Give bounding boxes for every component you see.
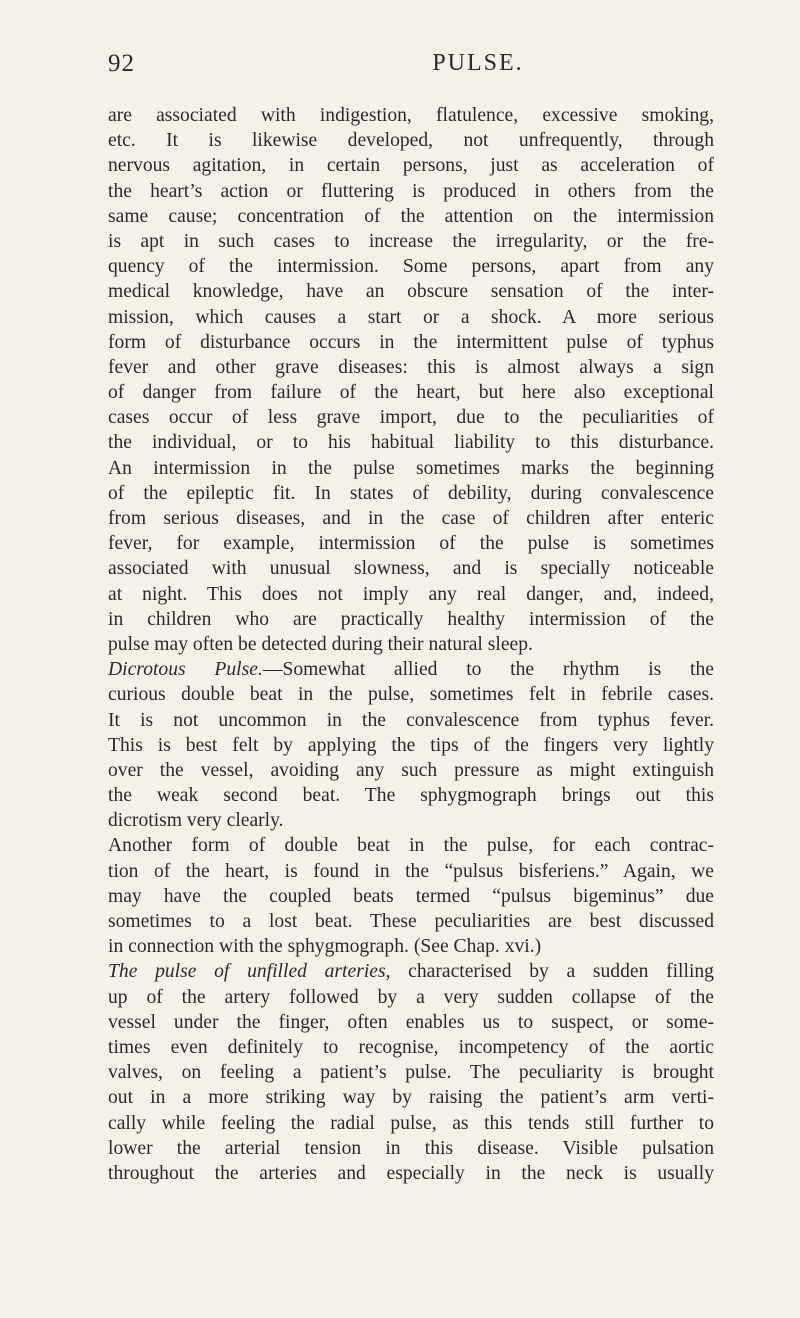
text-line [108, 330, 714, 355]
line-text: mission, which causes a start or a shock. A more serious [108, 306, 714, 328]
line-text: medical knowledge, have an obscure sensation of the inter- [108, 281, 714, 303]
line-text: cally while feeling the radial pulse, as this tends still further to [108, 1112, 714, 1134]
text-line [108, 204, 714, 229]
line-text: the individual, or to his habitual liability to this disturbance. [108, 432, 714, 454]
line-text: in connection with the sphygmograph. (See Chap. xvi.) [108, 936, 542, 958]
text-line [108, 1035, 714, 1060]
line-text: from serious diseases, and in the case of children after enteric [108, 508, 714, 529]
text-line [108, 859, 714, 884]
line-text: etc. It is likewise developed, not unfrequently, through [108, 130, 714, 152]
text-line [108, 531, 714, 556]
line-text: nervous agitation, in certain persons, just as acceleration of [108, 155, 714, 177]
text-line [108, 783, 714, 808]
line-text: fever, for example, intermission of the pulse is sometimes [108, 533, 714, 555]
text-line [108, 1161, 714, 1186]
line-text: vessel under the finger, often enables us to suspect, or some- [108, 1011, 714, 1033]
line-text: may have the coupled beats termed “pulsus bigeminus” due [108, 885, 714, 907]
running-head [108, 50, 720, 80]
line-text: of the epileptic fit. In states of debility, during convalescence [108, 482, 714, 504]
line-text: out in a more striking way by raising the patient’s arm verti- [108, 1087, 714, 1109]
page-number: 92 [108, 50, 135, 77]
text-line [108, 380, 714, 405]
line-text: An intermission in the pulse sometimes marks the beginning [108, 457, 714, 479]
text-line [108, 1111, 714, 1136]
line-text: is apt in such cases to increase the irregularity, or the fre- [108, 230, 714, 252]
line-text: same cause; concentration of the attention on the intermission [108, 205, 714, 227]
line-text: are associated with indigestion, flatulence, excessive smoking, [108, 105, 714, 126]
text-line [108, 506, 714, 531]
line-text: times even definitely to recognise, incompetency of the aortic [108, 1036, 714, 1058]
line-text: lower the arterial tension in this disease. Visible pulsation [108, 1137, 714, 1159]
body-text [108, 103, 714, 1186]
text-line [108, 582, 714, 607]
line-text: characterised by a sudden filling [390, 961, 714, 983]
text-line [108, 985, 714, 1010]
line-text: cases occur of less grave import, due to the peculiarities of [108, 407, 714, 429]
line-text: in children who are practically healthy intermission of the [108, 608, 714, 630]
text-line [108, 1060, 714, 1085]
line-text: the heart’s action or fluttering is produced in others from the [108, 180, 714, 202]
text-line [108, 103, 714, 128]
text-line [108, 179, 714, 204]
text-line [108, 607, 714, 632]
line-text: fever and other grave diseases: this is almost always a sign [108, 356, 714, 378]
italic-heading: The pulse of unfilled arteries, [108, 961, 391, 983]
line-text: form of disturbance occurs in the intermittent pulse of typhus [108, 331, 714, 353]
line-text: the weak second beat. The sphygmograph brings out this [108, 785, 714, 807]
text-line [108, 909, 714, 934]
text-line [108, 1085, 714, 1110]
text-line [108, 934, 714, 959]
text-line [108, 305, 714, 330]
text-line [108, 481, 714, 506]
line-text: of danger from failure of the heart, but here also exceptional [108, 382, 714, 404]
text-line [108, 959, 714, 984]
text-line [108, 758, 714, 783]
text-line [108, 733, 714, 758]
text-line [108, 405, 714, 430]
text-line [108, 708, 714, 733]
line-text: Another form of double beat in the pulse, for each contrac- [108, 835, 714, 857]
line-text: throughout the arteries and especially in the neck is usually [108, 1162, 714, 1184]
text-line [108, 128, 714, 153]
text-line [108, 355, 714, 380]
line-text: associated with unusual slowness, and is specially noticeable [108, 558, 714, 580]
line-text: up of the artery followed by a very sudden collapse of the [108, 986, 714, 1008]
line-text: quency of the intermission. Some persons, apart from any [108, 256, 714, 278]
text-line [108, 456, 714, 481]
line-text: valves, on feeling a patient’s pulse. The peculiarity is brought [108, 1062, 714, 1084]
text-line [108, 808, 714, 833]
line-text: at night. This does not imply any real danger, and, indeed, [108, 583, 714, 605]
text-line [108, 153, 714, 178]
text-line [108, 833, 714, 858]
line-text: curious double beat in the pulse, sometimes felt in febrile cases. [108, 684, 714, 706]
text-line [108, 657, 714, 682]
text-line [108, 430, 714, 455]
line-text: over the vessel, avoiding any such pressure as might extinguish [108, 759, 714, 781]
text-line [108, 1010, 714, 1035]
text-line [108, 279, 714, 304]
running-title: PULSE. [432, 50, 524, 76]
line-text: —Somewhat allied to the rhythm is the [262, 659, 714, 681]
text-line [108, 632, 714, 657]
line-text: pulse may often be detected during their natural sleep. [108, 633, 533, 655]
text-line [108, 682, 714, 707]
text-line [108, 229, 714, 254]
text-line [108, 1136, 714, 1161]
line-text: dicrotism very clearly. [108, 810, 284, 832]
text-line [108, 254, 714, 279]
line-text: tion of the heart, is found in the “pulsus bisferiens.” Again, we [108, 860, 714, 882]
text-line [108, 884, 714, 909]
line-text: This is best felt by applying the tips of the fingers very lightly [108, 734, 714, 756]
italic-heading: Dicrotous Pulse. [108, 659, 263, 681]
line-text: It is not uncommon in the convalescence from typhus fever. [108, 709, 714, 731]
line-text: sometimes to a lost beat. These peculiarities are best discussed [108, 911, 714, 932]
text-line [108, 556, 714, 581]
